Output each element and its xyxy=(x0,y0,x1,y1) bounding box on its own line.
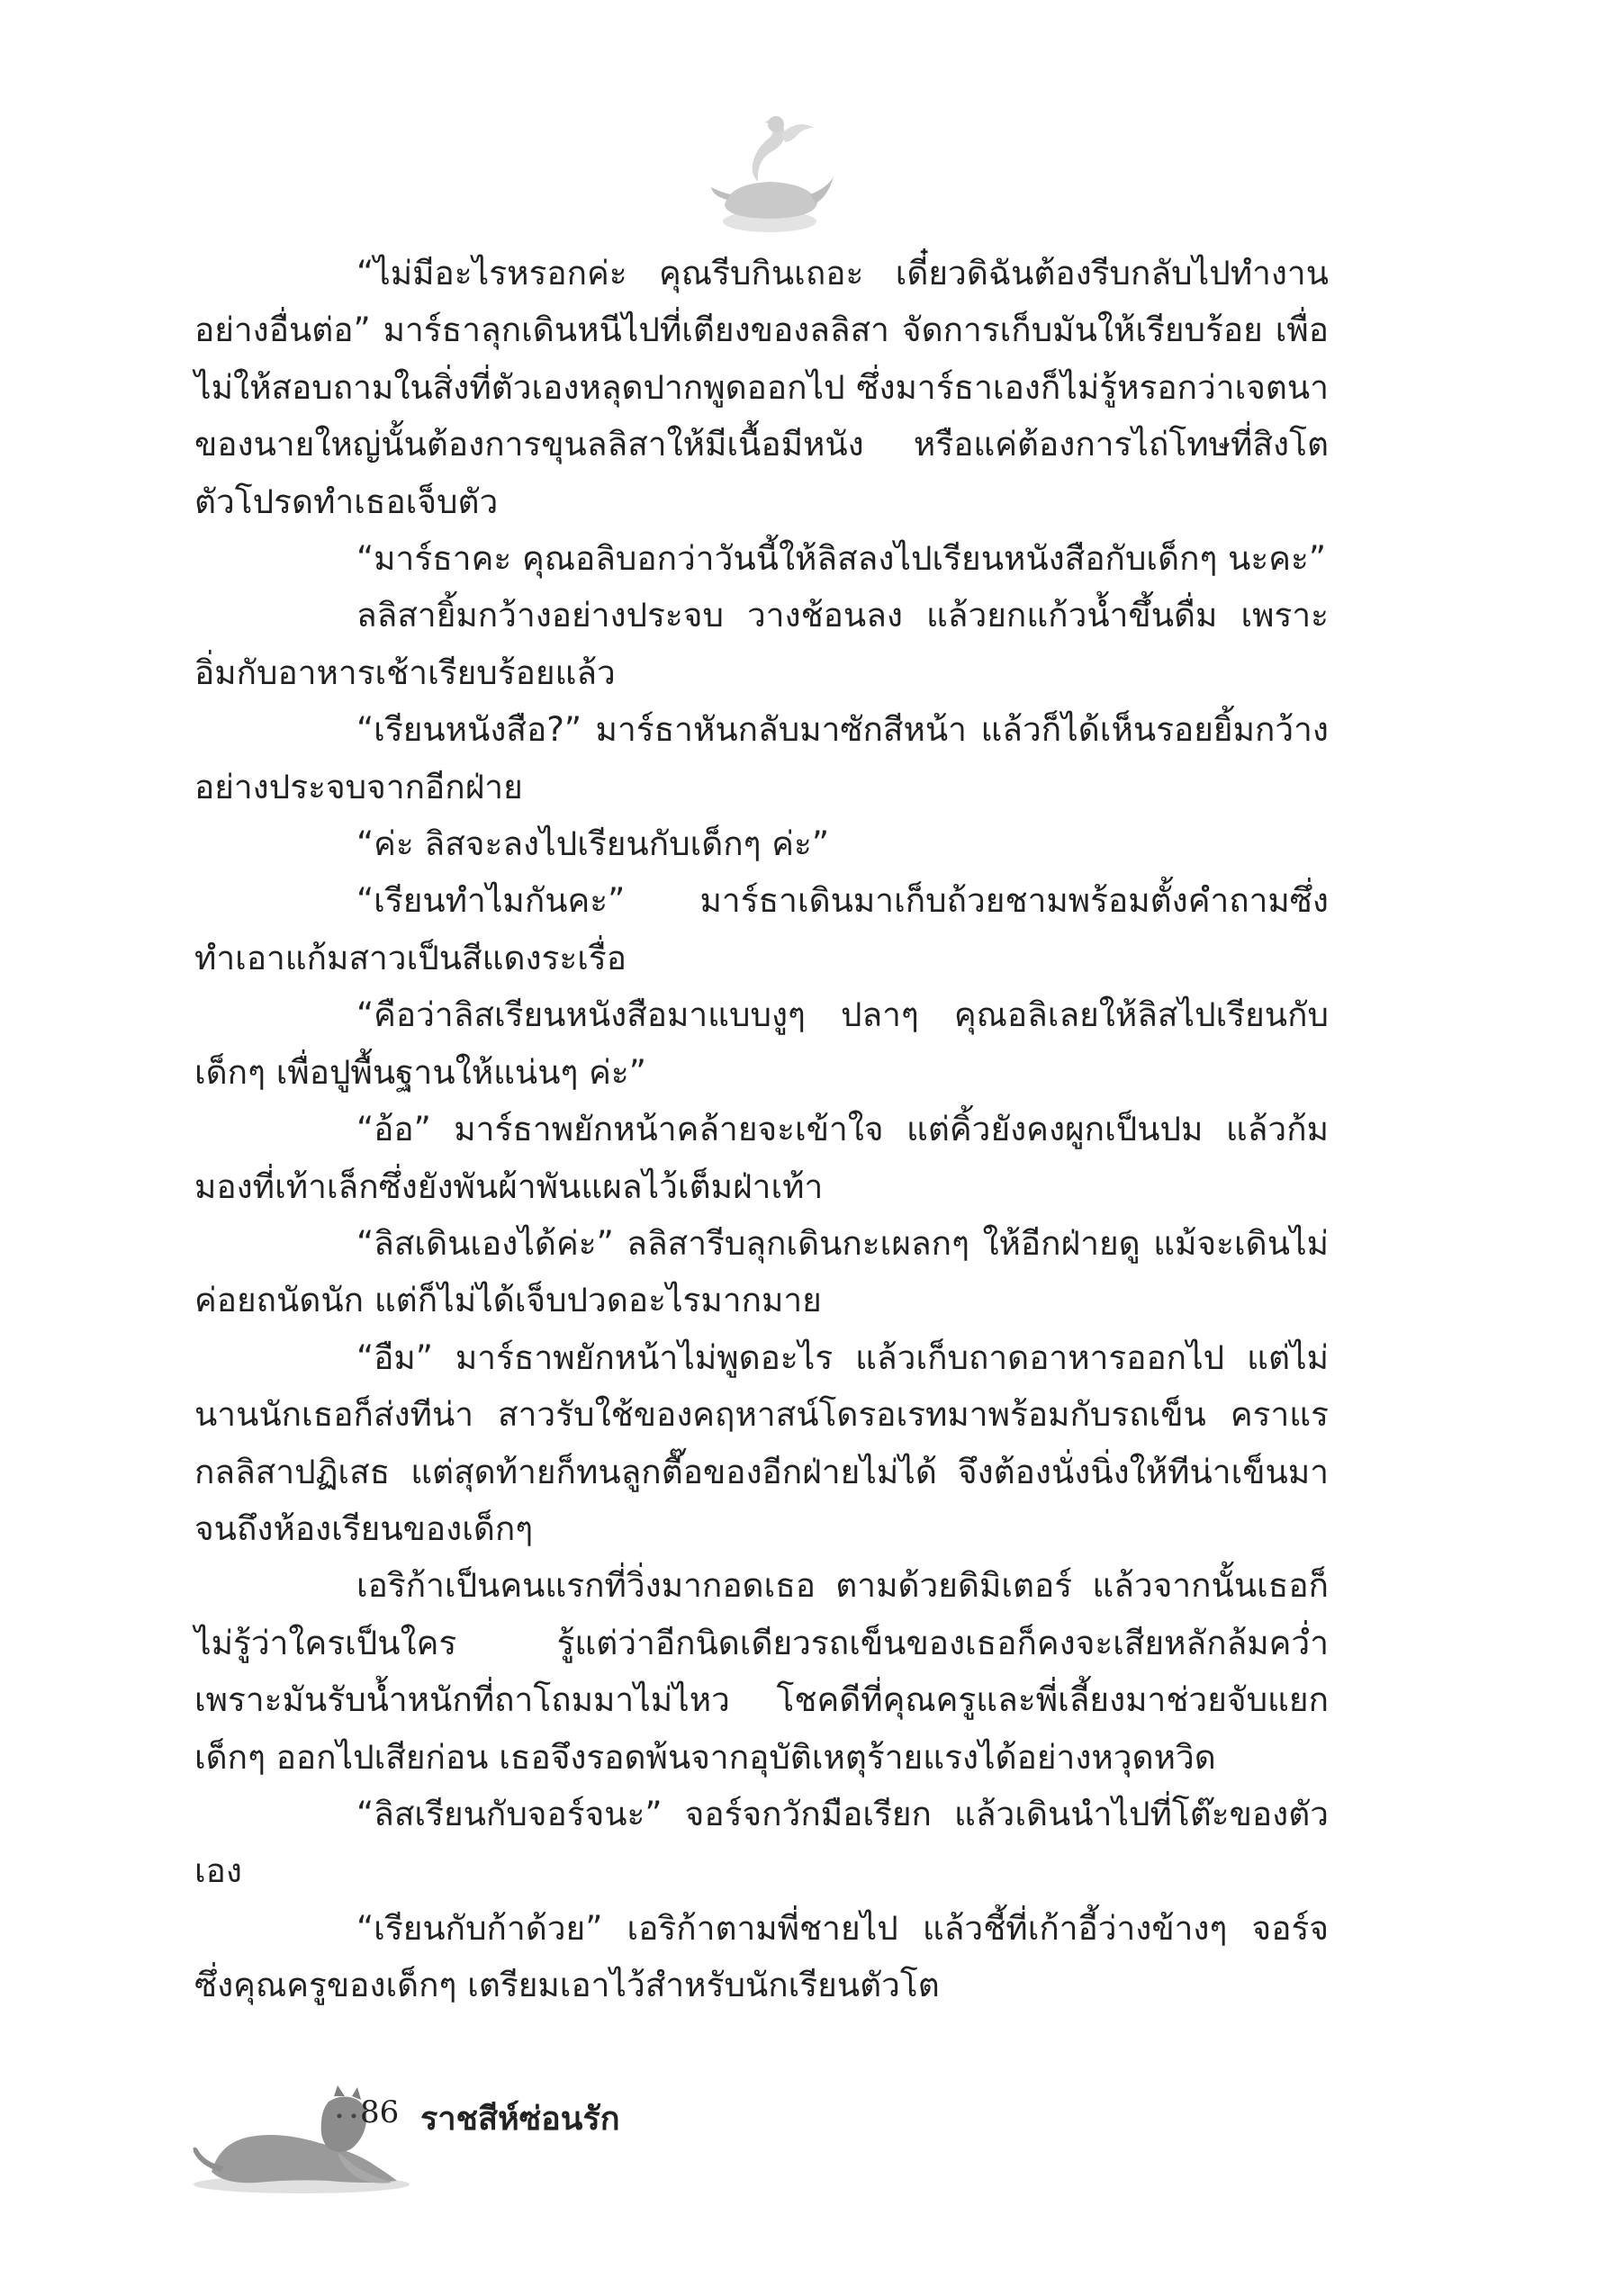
paragraph: “อ้อ” มาร์ธาพยักหน้าคล้ายจะเข้าใจ แต่คิ้วยังคงผูกเป็นปม แล้วก้มมองที่เท้าเล็กซึ่งยังพันผ้าพันแผลไว้เต็มฝ่าเท้า xyxy=(194,1110,1329,1206)
paragraph: “อืม” มาร์ธาพยักหน้าไม่พูดอะไร แล้วเก็บถาดอาหารออกไป แต่ไม่นานนักเธอก็ส่งทีน่า สาวรับใช้ของคฤหาสน์โดรอเรทมาพร้อมกับรถเข็น คราแรกลลิสาปฏิเสธ แต่สุดท้ายก็ทนลูกตื๊อของอีกฝ่ายไม่ได้ จึงต้องนั่งนิ่งให้ทีน่าเข็นมาจนถึงห้องเรียนของเด็กๆ xyxy=(194,1337,1329,1548)
page-number: 86 xyxy=(360,2094,400,2130)
paragraph: “ไม่มีอะไรหรอกค่ะ คุณรีบกินเถอะ เดี๋ยวดิฉันต้องรีบกลับไปทำงานอย่างอื่นต่อ” มาร์ธาลุกเดินหนีไปที่เตียงของลลิสา จัดการเก็บมันให้เรียบร้อย เพื่อไม่ให้สอบถามในสิ่งที่ตัวเองหลุดปากพูดออกไป ซึ่งมาร์ธาเองก็ไม่รู้หรอกว่าเจตนาของนายใหญ่นั้นต้องการขุนลลิสาให้มีเนื้อมีหนัง หรือแค่ต้องการไถ่โทษที่สิงโตตัวโปรดทำเธอเจ็บตัว xyxy=(194,254,1329,521)
body-text xyxy=(194,245,1329,2014)
paragraph: “ลิสเดินเองได้ค่ะ” ลลิสารีบลุกเดินกะเผลกๆ ให้อีกฝ่ายดู แม้จะเดินไม่ค่อยถนัดนัก แต่ก็ไม่ได้เจ็บปวดอะไรมากมาย xyxy=(194,1223,1329,1320)
paragraph: “ลิสเรียนกับจอร์จนะ” จอร์จกวักมือเรียก แล้วเดินนำไปที่โต๊ะของตัวเอง xyxy=(194,1794,1329,1891)
page-footer xyxy=(185,2066,725,2201)
paragraph: “เรียนกับก้าด้วย” เอริก้าตามพี่ชายไป แล้วชี้ที่เก้าอี้ว่างข้างๆ จอร์จ ซึ่งคุณครูของเด็กๆ เตรียมเอาไว้สำหรับนักเรียนตัวโต xyxy=(194,1908,1329,2005)
genie-lamp-ornament-icon xyxy=(702,106,837,241)
paragraph: เอริก้าเป็นคนแรกที่วิ่งมากอดเธอ ตามด้วยดิมิเตอร์ แล้วจากนั้นเธอก็ไม่รู้ว่าใครเป็นใคร รู้แต่ว่าอีกนิดเดียวรถเข็นของเธอก็คงจะเสียหลักล้มคว่ำ เพราะมันรับน้ำหนักที่ถาโถมมาไม่ไหว โชคดีที่คุณครูและพี่เลี้ยงมาช่วยจับแยกเด็กๆ ออกไปเสียก่อน เธอจึงรอดพ้นจากอุบัติเหตุร้ายแรงได้อย่างหวุดหวิด xyxy=(194,1566,1329,1777)
paragraph: “ค่ะ ลิสจะลงไปเรียนกับเด็กๆ ค่ะ” xyxy=(356,824,830,864)
paragraph: “เรียนหนังสือ?” มาร์ธาหันกลับมาซักสีหน้า แล้วก็ได้เห็นรอยยิ้มกว้างอย่างประจบจากอีกฝ่าย xyxy=(194,710,1329,806)
book-title: ราชสีห์ซ่อนรัก xyxy=(420,2101,620,2138)
paragraph: “มาร์ธาคะ คุณอลิบอกว่าวันนี้ให้ลิสลงไปเรียนหนังสือกับเด็กๆ นะคะ” xyxy=(356,539,1327,579)
paragraph: ลลิสายิ้มกว้างอย่างประจบ วางช้อนลง แล้วยกแก้วน้ำขึ้นดื่ม เพราะอิ่มกับอาหารเช้าเรียบร้อยแล้ว xyxy=(194,596,1329,692)
paragraph: “คือว่าลิสเรียนหนังสือมาแบบงูๆ ปลาๆ คุณอลิเลยให้ลิสไปเรียนกับเด็กๆ เพื่อปูพื้นฐานให้แน่นๆ ค่ะ” xyxy=(194,995,1329,1092)
paragraph: “เรียนทำไมกันคะ” มาร์ธาเดินมาเก็บถ้วยชามพร้อมตั้งคำถามซึ่งทำเอาแก้มสาวเป็นสีแดงระเรื่อ xyxy=(194,881,1329,977)
lioness-icon xyxy=(185,2066,419,2201)
